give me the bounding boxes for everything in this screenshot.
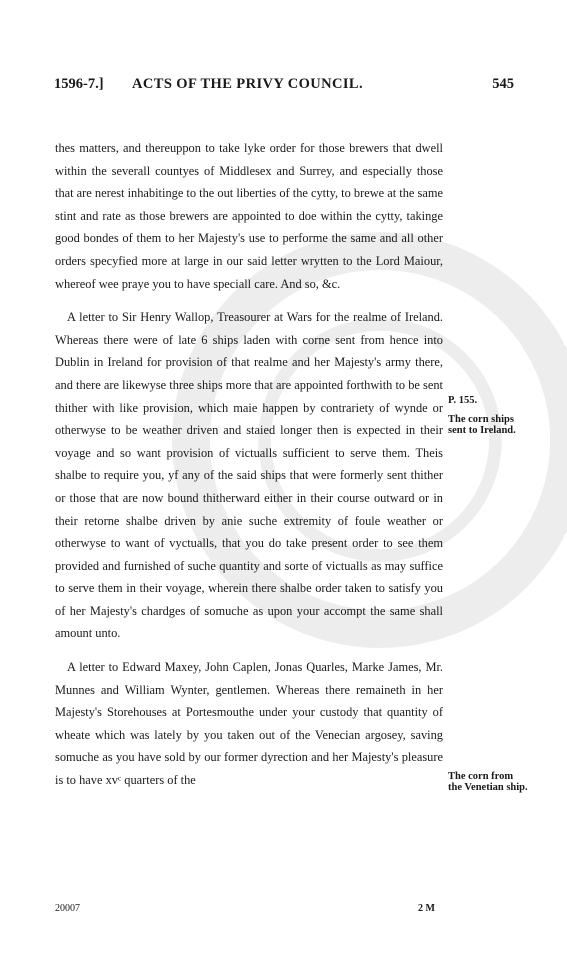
paragraph-letter-maxey: A letter to Edward Maxey, John Caplen, Jonas Quarles, Marke James, Mr. Munnes and William Wynter, gentlemen. Whereas there remaineth in her Majesty's Storehouses at Portesmouthe under your custody that quantity of wheate which was lately by you taken out of the Venecian argosey, saving somuche as you have sold by our former dyrection and her Majesty's pleasure is to have xvᶜ quarters of the (55, 660, 443, 788)
page-footer (55, 903, 435, 914)
footer-signature-mark: 2 M (418, 903, 435, 914)
header-year: 1596-7.] (54, 76, 104, 92)
margin-note-corn-ships: The corn ships sent to Ireland. (448, 414, 516, 436)
paragraph-letter-wallop: A letter to Sir Henry Wallop, Treasourer at Wars for the realme of Ireland. Whereas there were of late 6 ships laden with corne sent from hence into Dublin in Ireland for provision of that realme and her Majesty's army there, and there are likewyse three ships more that are appointed forthwith to be sent thither with like provision, which maie happen by contrariety of wynde or otherwyse to be weather driven and staied longer then is expected in their voyage and so want provision of victualls sufficient to serve them. Theis shalbe to require you, yf any of the said ships that were formerly sent thither or those that are now bound thitherward either in their course outward or in their retorne shalbe driven by anie suche extremity of foule weather or otherwyse to want of vyctualls, that you do take present order to see them provided and furnished of suche quantity and sorte of victualls as may suffice to serve them in their voyage, wherein there shalbe order taken to satisfy you of her Majesty's chardges of somuche as upon your accompt the same shall amount unto. (55, 310, 443, 641)
footer-print-number: 20007 (55, 903, 80, 914)
header-title: ACTS OF THE PRIVY COUNCIL. (132, 76, 364, 92)
body-text (55, 137, 443, 792)
header-page-number: 545 (492, 76, 514, 92)
paragraph-continuation: thes matters, and thereuppon to take lyke order for those brewers that dwell within the severall countyes of Middlesex and Surrey, and especially those that are nerest inhabitinge to the out liberties of the cytty, to brewe at the same stint and rate as those brewers are appointed to doe within the cytty, takinge good bondes of them to her Majesty's use to performe the same and all other orders specyfied more at large in our said letter wrytten to the Lord Maiour, whereof wee praye you to have speciall care. And so, &c. (55, 141, 443, 291)
margin-note-page-ref: P. 155. (448, 395, 478, 406)
margin-note-venetian-ship: The corn from the Venetian ship. (448, 771, 528, 793)
